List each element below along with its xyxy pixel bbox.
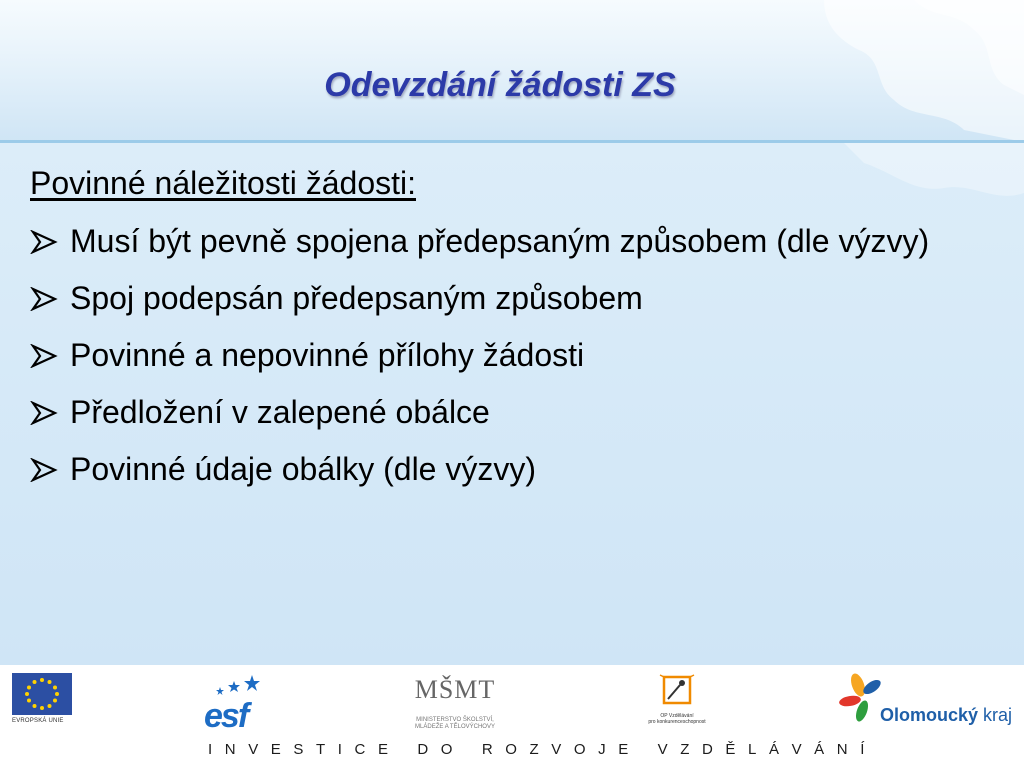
arrow-bullet-icon bbox=[30, 276, 70, 321]
msmt-caption-line-2: MLÁDEŽE A TĚLOVÝCHOVY bbox=[415, 724, 495, 730]
region-map-fade bbox=[824, 143, 1024, 213]
bullet-text: Musí být pevně spojena předepsaným způsobem (dle výzvy) bbox=[70, 223, 930, 259]
olo-regular-text: kraj bbox=[978, 705, 1013, 725]
bullet-text: Spoj podepsán předepsaným způsobem bbox=[70, 280, 643, 316]
msmt-mark: MŠMT bbox=[414, 675, 496, 704]
list-item bbox=[30, 333, 990, 378]
msmt-caption-line-1: MINISTERSTVO ŠKOLSTVÍ, bbox=[416, 717, 494, 723]
eu-logo bbox=[12, 673, 74, 733]
list-item bbox=[30, 219, 990, 264]
eu-caption: EVROPSKÁ UNIE bbox=[12, 718, 64, 724]
bullet-text: Povinné a nepovinné přílohy žádosti bbox=[70, 337, 585, 373]
subheading: Povinné náležitosti žádosti: bbox=[30, 165, 416, 201]
bullet-text: Povinné údaje obálky (dle výzvy) bbox=[70, 451, 537, 487]
op-caption-line-1: OP Vzdělávání bbox=[660, 713, 694, 719]
eu-flag-icon bbox=[12, 673, 72, 715]
olomoucky-kraj-logo bbox=[838, 671, 1018, 731]
op-logo bbox=[640, 671, 714, 741]
op-square-icon bbox=[652, 671, 702, 711]
op-caption bbox=[640, 713, 714, 725]
slide-header bbox=[0, 0, 1024, 142]
slide-content bbox=[0, 143, 1024, 665]
list-item bbox=[30, 276, 990, 321]
slide-footer bbox=[0, 665, 1024, 768]
esf-text: esf bbox=[204, 697, 248, 735]
msmt-logo bbox=[398, 671, 512, 741]
list-item bbox=[30, 390, 990, 435]
op-caption-line-2: pro konkurenceschopnost bbox=[648, 719, 706, 725]
olomoucky-kraj-text bbox=[880, 705, 1012, 726]
arrow-bullet-icon bbox=[30, 333, 70, 378]
olo-bold-text: Olomoucký bbox=[880, 705, 979, 725]
bullet-list bbox=[30, 219, 990, 504]
arrow-bullet-icon bbox=[30, 390, 70, 435]
list-item bbox=[30, 447, 990, 492]
esf-logo bbox=[204, 673, 270, 735]
footer-tagline: INVESTICE DO ROZVOJE VZDĚLÁVÁNÍ bbox=[208, 741, 877, 758]
slide-title: Odevzdání žádosti ZS bbox=[324, 66, 676, 104]
arrow-bullet-icon bbox=[30, 447, 70, 492]
bullet-text: Předložení v zalepené obálce bbox=[70, 394, 490, 430]
arrow-bullet-icon bbox=[30, 219, 70, 264]
msmt-caption bbox=[398, 717, 512, 731]
